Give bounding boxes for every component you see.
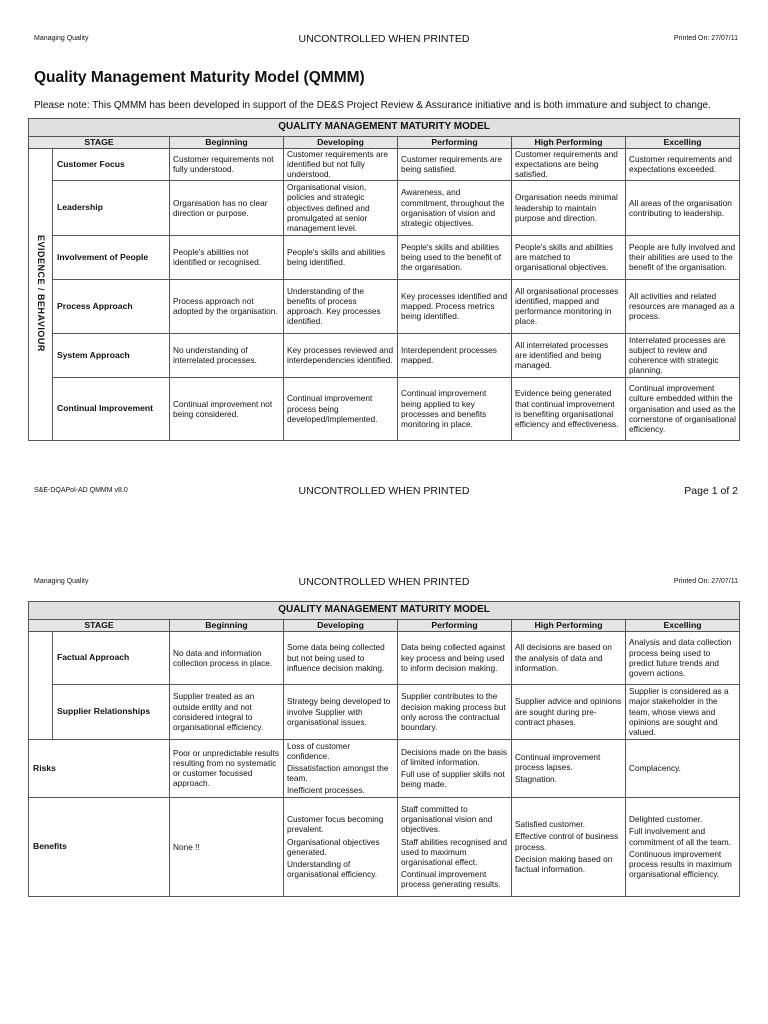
table-cell [512, 739, 626, 797]
table-cell: Supplier contributes to the decision making process but only across the contractual boundary. [398, 684, 512, 739]
column-header-performing: Performing [398, 137, 512, 149]
table-cell: None !! [170, 797, 284, 896]
table-cell: Continual improvement being applied to key processes and benefits monitoring in place. [398, 377, 512, 440]
table-cell: Organisation has no clear direction or purpose. [170, 180, 284, 235]
cell-line: Full use of supplier skills not being made. [401, 769, 505, 790]
table-cell: All activities and related resources are managed as a process. [626, 279, 740, 333]
table-cell: Customer requirements and expectations are being satisfied. [512, 148, 626, 180]
table-row [29, 148, 740, 180]
table-cell: Some data being collected but not being used to influence decision making. [284, 631, 398, 684]
table-row [29, 377, 740, 440]
table-cell [398, 797, 512, 896]
table-row [29, 180, 740, 235]
stage-label: System Approach [53, 333, 170, 377]
benefits-row [29, 797, 740, 896]
footer-doc-reference: S&E-DQAPol-AD QMMM v8.0 [34, 487, 128, 494]
column-header-developing: Developing [284, 137, 398, 149]
header-uncontrolled-notice: UNCONTROLLED WHEN PRINTED [298, 576, 470, 588]
cell-line: Stagnation. [515, 774, 557, 785]
stage-label: Continual Improvement [53, 377, 170, 440]
table-cell: Supplier advice and opinions are sought during pre-contract phases. [512, 684, 626, 739]
table-cell: Analysis and data collection process being used to predict future trends and govern actions. [626, 631, 740, 684]
table-cell: Customer requirements and expectations exceeded. [626, 148, 740, 180]
table-cell: People's skills and abilities being used to the benefit of the organisation. [398, 235, 512, 279]
table-cell [512, 797, 626, 896]
cell-line: Effective control of business process. [515, 831, 619, 852]
table-cell: Supplier is considered as a major stakeholder in the team, whose views and opinions are sought and valued. [626, 684, 740, 739]
cell-line: Customer focus becoming prevalent. [287, 814, 384, 835]
cell-line: Decision making based on factual information. [515, 853, 613, 874]
table-cell: Continual improvement process being developed/implemented. [284, 377, 398, 440]
cell-line: Continuous improvement process results in maximum organisational efficiency. [629, 848, 732, 879]
cell-line: Dissatisfaction amongst the team. [287, 763, 389, 784]
table-cell: People's skills and abilities being identified. [284, 235, 398, 279]
page-2-header [28, 576, 740, 590]
page-title: Quality Management Maturity Model (QMMM) [34, 69, 365, 86]
stage-label: Supplier Relationships [53, 684, 170, 739]
header-uncontrolled-notice: UNCONTROLLED WHEN PRINTED [298, 33, 470, 45]
header-doc-title: Managing Quality [34, 35, 89, 42]
table-cell: Key processes reviewed and interdependencies identified. [284, 333, 398, 377]
table-cell [398, 739, 512, 797]
stage-label: Factual Approach [53, 631, 170, 684]
column-header-excelling: Excelling [626, 137, 740, 149]
table-row [29, 279, 740, 333]
column-header-high-performing: High Performing [512, 620, 626, 632]
evidence-behaviour-label: EVIDENCE / BEHAVIOUR [29, 148, 53, 440]
header-printed-date: Printed On: 27/07/11 [673, 578, 738, 585]
table-cell: Supplier treated as an outside entity and not considered integral to organisational efficiency. [170, 684, 284, 739]
table-cell: Continual improvement not being considered. [170, 377, 284, 440]
benefits-label: Benefits [29, 797, 170, 896]
cell-line: Full involvement and commitment of all the team. [629, 826, 731, 847]
stage-label: Involvement of People [53, 235, 170, 279]
table-cell: Continual improvement culture embedded within the organisation and used as the cornerstone of organisational efficiency. [626, 377, 740, 440]
stage-label: Customer Focus [53, 148, 170, 180]
table-cell: All organisational processes identified, mapped and performance monitoring in place. [512, 279, 626, 333]
footer-uncontrolled-notice: UNCONTROLLED WHEN PRINTED [298, 485, 470, 497]
table-cell: Poor or unpredictable results resulting from no systematic or customer focussed approach. [170, 739, 284, 797]
cell-line: Continual improvement process generating results. [401, 868, 501, 889]
table-title: QUALITY MANAGEMENT MATURITY MODEL [29, 602, 740, 620]
cell-line: Decisions made on the basis of limited information. [401, 746, 508, 767]
cell-line: Satisfied customer. [515, 819, 586, 830]
cell-line: Loss of customer confidence. [287, 740, 351, 761]
page-footer [28, 485, 740, 499]
table-cell [626, 797, 740, 896]
column-header-beginning: Beginning [170, 137, 284, 149]
cell-line: Organisational objectives generated. [287, 836, 380, 857]
header-doc-title: Managing Quality [34, 578, 89, 585]
stage-label: Process Approach [53, 279, 170, 333]
table-cell [284, 739, 398, 797]
table-cell: No data and information collection process in place. [170, 631, 284, 684]
table-cell: People's skills and abilities are matched to organisational objectives. [512, 235, 626, 279]
cell-line: Understanding of organisational efficiency. [287, 858, 378, 879]
column-header-beginning: Beginning [170, 620, 284, 632]
table-cell: Key processes identified and mapped. Process metrics being identified. [398, 279, 512, 333]
table-cell: Process approach not adopted by the organisation. [170, 279, 284, 333]
table-cell: Data being collected against key process and being used to inform decision making. [398, 631, 512, 684]
maturity-table-2 [28, 601, 740, 897]
table-title: QUALITY MANAGEMENT MATURITY MODEL [29, 119, 740, 137]
table-row [29, 631, 740, 684]
cell-line: Delighted customer. [629, 814, 703, 825]
risks-label: Risks [29, 739, 170, 797]
table-cell: Organisational vision, policies and strategic objectives defined and promulgated at senior management level. [284, 180, 398, 235]
table-cell: Understanding of the benefits of process approach. Key processes identified. [284, 279, 398, 333]
cell-line: Staff abilities recognised and used to maximum organisational effect. [401, 836, 507, 867]
table-cell: People's abilities not identified or recognised. [170, 235, 284, 279]
table-cell: All areas of the organisation contributing to leadership. [626, 180, 740, 235]
table-row [29, 235, 740, 279]
column-header-performing: Performing [398, 620, 512, 632]
header-printed-date: Printed On: 27/07/11 [673, 35, 738, 42]
disclaimer-note: Please note: This QMMM has been developed in support of the DE&S Project Review & Assurance initiative and is both immature and subject to change. [34, 100, 711, 111]
stage-label: Leadership [53, 180, 170, 235]
table-cell: Awareness, and commitment, throughout the organisation of vision and strategic objectives. [398, 180, 512, 235]
table-cell: All decisions are based on the analysis of data and information. [512, 631, 626, 684]
table-cell: Customer requirements are identified but not fully understood. [284, 148, 398, 180]
risks-row [29, 739, 740, 797]
cell-line: Continual improvement process lapses. [515, 751, 601, 773]
table-cell: Interrelated processes are subject to review and coherence with strategic planning. [626, 333, 740, 377]
table-cell: Customer requirements not fully understood. [170, 148, 284, 180]
column-header-excelling: Excelling [626, 620, 740, 632]
table-row [29, 684, 740, 739]
table-cell: Strategy being developed to involve Supplier with organisational issues. [284, 684, 398, 739]
cell-line: Inefficient processes. [287, 785, 365, 796]
table-cell: Organisation needs minimal leadership to maintain purpose and direction. [512, 180, 626, 235]
footer-page-number: Page 1 of 2 [684, 485, 738, 497]
cell-line: Staff committed to organisational vision and objectives. [401, 804, 493, 835]
table-row [29, 333, 740, 377]
page-header [28, 33, 740, 47]
table-cell: No understanding of interrelated processes. [170, 333, 284, 377]
table-cell: Interdependent processes mapped. [398, 333, 512, 377]
table-cell: Complacency. [626, 739, 740, 797]
table-cell: All interrelated processes are identified and being managed. [512, 333, 626, 377]
table-cell: People are fully involved and their abilities are used to the benefit of the organisation. [626, 235, 740, 279]
table-cell: Evidence being generated that continual improvement is benefiting organisational efficiency and effectiveness. [512, 377, 626, 440]
column-header-stage: STAGE [29, 620, 170, 632]
maturity-table-1 [28, 118, 740, 441]
table-cell [284, 797, 398, 896]
column-header-developing: Developing [284, 620, 398, 632]
evidence-continuation-cell [29, 631, 53, 739]
table-cell: Customer requirements are being satisfied. [398, 148, 512, 180]
column-header-stage: STAGE [29, 137, 170, 149]
column-header-high-performing: High Performing [512, 137, 626, 149]
